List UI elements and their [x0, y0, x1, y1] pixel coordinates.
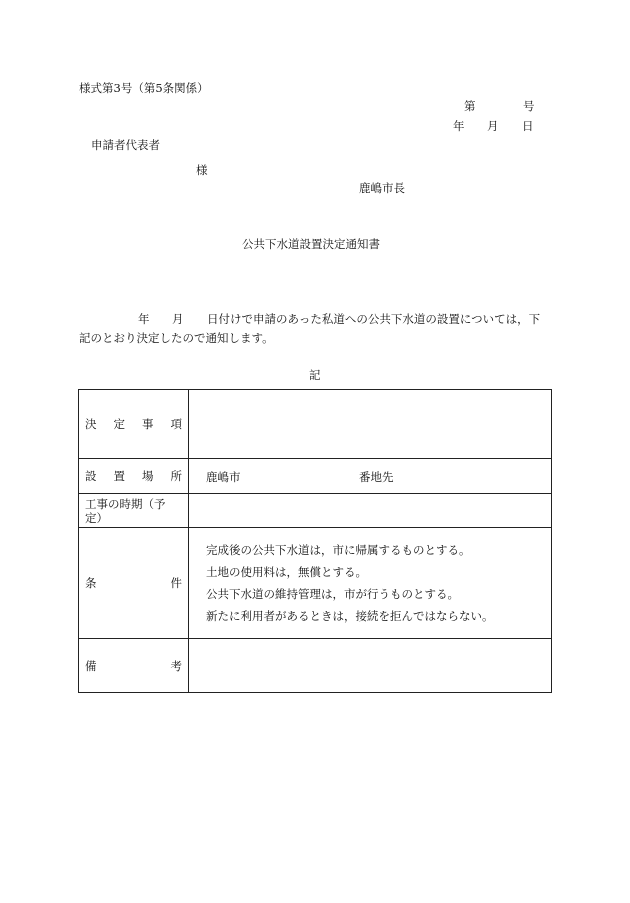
condition-item: 新たに利用者があるときは，接続を拒んではならない。	[206, 609, 494, 623]
condition-item: 公共下水道の維持管理は，市が行うものとする。	[206, 587, 459, 601]
header-char: 備	[85, 658, 97, 673]
condition-item: 土地の使用料は，無償とする。	[206, 565, 367, 579]
decision-value	[189, 390, 551, 458]
sender: 鹿嶋市長	[359, 181, 405, 195]
header-char: 件	[170, 576, 182, 590]
location-value	[189, 459, 551, 493]
row-header-remarks	[79, 639, 189, 692]
location-suffix: 番地先	[359, 470, 394, 484]
header-char: 事	[142, 417, 154, 431]
ki-heading: 記	[309, 368, 321, 382]
header-text: 工事の時期（予定）	[85, 496, 166, 525]
header-char: 決	[85, 417, 97, 431]
table-row	[79, 459, 551, 494]
table-row	[79, 494, 551, 528]
table-row	[79, 528, 551, 639]
form-id: 様式第3号（第5条関係）	[79, 81, 209, 95]
row-header-location	[79, 459, 189, 493]
header-char: 条	[85, 576, 97, 590]
header-char: 考	[170, 658, 182, 673]
decision-table	[78, 389, 552, 693]
body-year: 年	[138, 312, 150, 326]
number-suffix: 号	[523, 99, 535, 113]
table-row	[79, 390, 551, 459]
header-char: 場	[142, 469, 154, 483]
conditions-value	[189, 528, 551, 638]
addressee-label: 申請者代表者	[91, 138, 160, 152]
header-char: 所	[170, 469, 182, 483]
body-line1: 日付けで申請のあった私道への公共下水道の設置については，下	[207, 312, 541, 326]
row-header-schedule	[79, 494, 189, 527]
addressee-honorific: 様	[196, 163, 208, 177]
document-title: 公共下水道設置決定通知書	[242, 237, 380, 251]
remarks-value	[189, 639, 551, 692]
schedule-value	[189, 494, 551, 527]
table-row	[79, 639, 551, 692]
number-prefix: 第	[464, 99, 476, 113]
date-month: 月	[487, 119, 499, 133]
header-char: 項	[170, 417, 182, 431]
header-char: 定	[113, 417, 125, 431]
row-header-conditions	[79, 528, 189, 638]
header-char: 設	[85, 469, 97, 483]
date-year: 年	[453, 119, 465, 133]
body-month: 月	[172, 312, 184, 326]
header-char: 置	[113, 469, 125, 483]
condition-item: 完成後の公共下水道は，市に帰属するものとする。	[206, 543, 471, 557]
body-line2: 記のとおり決定したので通知します。	[79, 331, 274, 345]
row-header-decision	[79, 390, 189, 458]
date-day: 日	[522, 119, 534, 133]
location-city: 鹿嶋市	[206, 470, 241, 484]
